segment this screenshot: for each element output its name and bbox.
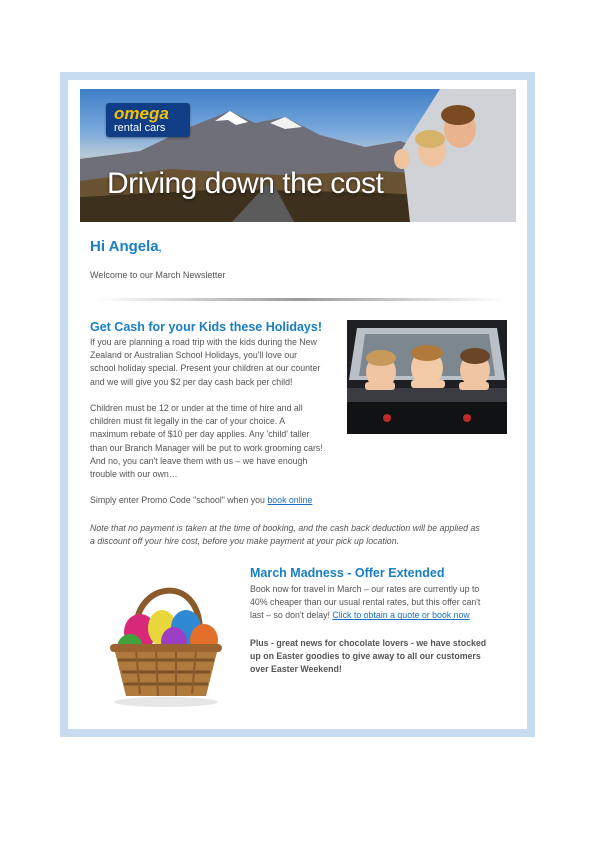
text-line: maximum rebate of $10 per day applies. Any 'child' taller: [90, 429, 310, 440]
banner-tagline: Driving down the cost: [107, 167, 384, 200]
text-line: than our Branch Manager will be put to work grooming cars!: [90, 442, 323, 453]
text-line: up on Easter goodies to give away to all our customers: [250, 651, 481, 662]
logo-wordmark: omega: [114, 104, 169, 123]
text-line: Book now for travel in March – our rates are currently up to: [250, 584, 480, 594]
greeting-text: Hi Angela: [90, 238, 159, 255]
text-line: And no, you can't leave them with us – we have enough: [90, 455, 308, 466]
kids-in-car-photo: [347, 320, 507, 434]
payment-note: [90, 522, 480, 548]
text-line: Zealand or Australian School Holidays, you'll love our: [90, 350, 298, 361]
book-online-link[interactable]: book online: [267, 495, 313, 505]
section2-paragraph2: [250, 637, 486, 677]
omega-logo: [106, 103, 190, 137]
text-line: If you are planning a road trip with the kids during the New: [90, 337, 317, 347]
promo-line: [90, 494, 312, 507]
text-line: and we will give you $2 per day cash back per child!: [90, 376, 293, 387]
text-line: a discount off your hire cost, before you make payment at your pick up location.: [90, 536, 400, 547]
section-divider: [96, 298, 504, 301]
logo-subtitle: rental cars: [114, 122, 166, 134]
text-fragment: last – so don't delay!: [250, 610, 333, 621]
quote-booking-link[interactable]: Click to obtain a quote or book now: [332, 610, 470, 621]
text-line: Note that no payment is taken at the time of booking, and the cash back deduction will be applied as: [90, 523, 480, 533]
welcome-text: Welcome to our March Newsletter: [90, 270, 226, 280]
text-line: Children must be 12 or under at the time of hire and all: [90, 403, 303, 413]
text-line: over Easter Weekend!: [250, 664, 342, 675]
section1-title: Get Cash for your Kids these Holidays!: [90, 320, 322, 334]
section2-title: March Madness - Offer Extended: [250, 566, 445, 580]
section1-paragraph1: [90, 336, 320, 389]
promo-text: Simply enter Promo Code "school" when you: [90, 495, 268, 505]
text-line: [250, 609, 480, 622]
greeting-comma: ,: [158, 243, 162, 254]
section1-paragraph2: [90, 402, 323, 481]
header-banner: [80, 89, 516, 222]
text-line: 40% cheaper than our usual rental rates, but this offer can't: [250, 597, 481, 608]
greeting: [90, 238, 161, 255]
section2-paragraph1: [250, 583, 480, 623]
text-line: children must fit legally in the car of your choice. A: [90, 416, 286, 427]
text-line: Plus - great news for chocolate lovers - we have stocked: [250, 638, 487, 648]
text-line: school holiday special. Present your children at our counter: [90, 363, 321, 374]
easter-basket-image: [100, 562, 235, 710]
text-line: trouble with our own…: [90, 469, 178, 480]
